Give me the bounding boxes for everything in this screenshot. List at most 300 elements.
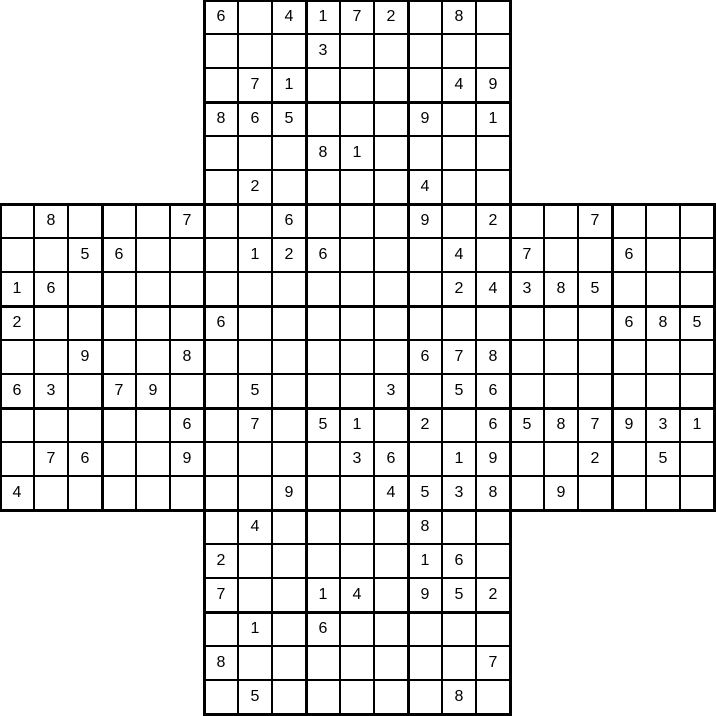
empty-cell[interactable]: [408, 680, 442, 714]
given-cell: 6: [170, 408, 204, 442]
empty-cell[interactable]: [68, 476, 102, 510]
empty-cell[interactable]: [340, 612, 374, 646]
empty-cell[interactable]: [136, 340, 170, 374]
empty-cell[interactable]: [0, 238, 34, 272]
empty-cell[interactable]: [442, 170, 476, 204]
given-cell: 8: [204, 646, 238, 680]
empty-cell[interactable]: [340, 272, 374, 306]
empty-cell[interactable]: [204, 136, 238, 170]
empty-cell[interactable]: [544, 306, 578, 340]
given-cell: 8: [408, 510, 442, 544]
given-cell: 1: [476, 102, 510, 136]
empty-cell[interactable]: [442, 136, 476, 170]
empty-cell[interactable]: [306, 510, 340, 544]
empty-cell[interactable]: [136, 476, 170, 510]
empty-cell[interactable]: [306, 442, 340, 476]
empty-cell[interactable]: [272, 306, 306, 340]
empty-cell[interactable]: [0, 442, 34, 476]
given-cell: 5: [442, 374, 476, 408]
given-cell: 8: [34, 204, 68, 238]
empty-cell[interactable]: [306, 68, 340, 102]
empty-cell[interactable]: [578, 306, 612, 340]
given-cell: 1: [680, 408, 714, 442]
empty-cell[interactable]: [34, 306, 68, 340]
empty-cell[interactable]: [340, 238, 374, 272]
empty-cell[interactable]: [238, 204, 272, 238]
empty-cell[interactable]: [374, 34, 408, 68]
empty-cell[interactable]: [238, 34, 272, 68]
empty-cell[interactable]: [306, 272, 340, 306]
empty-cell[interactable]: [136, 306, 170, 340]
empty-cell[interactable]: [374, 510, 408, 544]
empty-cell[interactable]: [510, 306, 544, 340]
empty-cell[interactable]: [340, 374, 374, 408]
given-cell: 2: [238, 170, 272, 204]
empty-cell[interactable]: [238, 646, 272, 680]
empty-cell[interactable]: [306, 170, 340, 204]
empty-cell[interactable]: [646, 272, 680, 306]
given-cell: 6: [306, 612, 340, 646]
empty-cell[interactable]: [442, 408, 476, 442]
block-divider: [203, 407, 512, 410]
given-cell: 6: [204, 0, 238, 34]
given-cell: 7: [238, 68, 272, 102]
empty-cell[interactable]: [34, 340, 68, 374]
empty-cell[interactable]: [374, 204, 408, 238]
given-cell: 7: [102, 374, 136, 408]
empty-cell[interactable]: [238, 306, 272, 340]
given-cell: 1: [0, 272, 34, 306]
given-cell: 8: [170, 340, 204, 374]
empty-cell[interactable]: [306, 102, 340, 136]
empty-cell[interactable]: [476, 170, 510, 204]
empty-cell[interactable]: [102, 204, 136, 238]
empty-cell[interactable]: [136, 204, 170, 238]
empty-cell[interactable]: [476, 136, 510, 170]
given-cell: 7: [34, 442, 68, 476]
empty-cell[interactable]: [272, 136, 306, 170]
empty-cell[interactable]: [204, 408, 238, 442]
empty-cell[interactable]: [442, 306, 476, 340]
empty-cell[interactable]: [136, 408, 170, 442]
given-cell: 4: [340, 578, 374, 612]
empty-cell[interactable]: [408, 306, 442, 340]
empty-cell[interactable]: [34, 238, 68, 272]
empty-cell[interactable]: [408, 646, 442, 680]
given-cell: 2: [476, 204, 510, 238]
block-divider: [203, 0, 206, 308]
given-cell: 9: [68, 340, 102, 374]
empty-cell[interactable]: [646, 204, 680, 238]
empty-cell[interactable]: [680, 374, 714, 408]
empty-cell[interactable]: [408, 238, 442, 272]
given-cell: 1: [306, 578, 340, 612]
given-cell: 2: [408, 408, 442, 442]
given-cell: 6: [68, 442, 102, 476]
empty-cell[interactable]: [340, 680, 374, 714]
empty-cell[interactable]: [204, 34, 238, 68]
given-cell: 9: [476, 68, 510, 102]
given-cell: 5: [646, 442, 680, 476]
given-cell: 6: [34, 272, 68, 306]
empty-cell[interactable]: [680, 442, 714, 476]
empty-cell[interactable]: [102, 408, 136, 442]
empty-cell[interactable]: [510, 442, 544, 476]
empty-cell[interactable]: [374, 306, 408, 340]
given-cell: 7: [578, 204, 612, 238]
empty-cell[interactable]: [204, 680, 238, 714]
given-cell: 8: [306, 136, 340, 170]
empty-cell[interactable]: [102, 272, 136, 306]
given-cell: 2: [374, 0, 408, 34]
empty-cell[interactable]: [510, 340, 544, 374]
empty-cell[interactable]: [680, 476, 714, 510]
given-cell: 6: [272, 204, 306, 238]
given-cell: 6: [476, 408, 510, 442]
given-cell: 3: [442, 476, 476, 510]
given-cell: 7: [170, 204, 204, 238]
given-cell: 9: [612, 408, 646, 442]
given-cell: 5: [306, 408, 340, 442]
given-cell: 8: [442, 680, 476, 714]
given-cell: 7: [238, 408, 272, 442]
empty-cell[interactable]: [578, 340, 612, 374]
given-cell: 6: [442, 544, 476, 578]
empty-cell[interactable]: [204, 340, 238, 374]
given-cell: 2: [476, 578, 510, 612]
empty-cell[interactable]: [102, 306, 136, 340]
empty-cell[interactable]: [612, 340, 646, 374]
given-cell: 5: [238, 374, 272, 408]
empty-cell[interactable]: [272, 34, 306, 68]
given-cell: 9: [272, 476, 306, 510]
empty-cell[interactable]: [272, 374, 306, 408]
block-divider: [305, 407, 308, 716]
given-cell: 9: [408, 204, 442, 238]
given-cell: 1: [340, 408, 374, 442]
empty-cell[interactable]: [408, 0, 442, 34]
empty-cell[interactable]: [408, 612, 442, 646]
empty-cell[interactable]: [306, 544, 340, 578]
empty-cell[interactable]: [34, 408, 68, 442]
empty-cell[interactable]: [408, 272, 442, 306]
given-cell: 5: [442, 578, 476, 612]
empty-cell[interactable]: [306, 204, 340, 238]
empty-cell[interactable]: [340, 34, 374, 68]
empty-cell[interactable]: [0, 204, 34, 238]
empty-cell[interactable]: [476, 680, 510, 714]
empty-cell[interactable]: [204, 612, 238, 646]
empty-cell[interactable]: [102, 476, 136, 510]
empty-cell[interactable]: [374, 680, 408, 714]
given-cell: 2: [272, 238, 306, 272]
empty-cell[interactable]: [340, 204, 374, 238]
given-cell: 7: [510, 238, 544, 272]
block-divider: [203, 509, 512, 512]
given-cell: 7: [204, 578, 238, 612]
empty-cell[interactable]: [204, 272, 238, 306]
empty-cell[interactable]: [476, 306, 510, 340]
empty-cell[interactable]: [442, 34, 476, 68]
given-cell: 1: [272, 68, 306, 102]
given-cell: 2: [0, 306, 34, 340]
empty-cell[interactable]: [442, 612, 476, 646]
empty-cell[interactable]: [170, 306, 204, 340]
empty-cell[interactable]: [646, 238, 680, 272]
given-cell: 8: [646, 306, 680, 340]
empty-cell[interactable]: [476, 510, 510, 544]
empty-cell[interactable]: [476, 544, 510, 578]
block-divider: [203, 203, 512, 206]
given-cell: 7: [442, 340, 476, 374]
empty-cell[interactable]: [272, 544, 306, 578]
empty-cell[interactable]: [510, 374, 544, 408]
empty-cell[interactable]: [408, 136, 442, 170]
empty-cell[interactable]: [340, 544, 374, 578]
given-cell: 9: [544, 476, 578, 510]
empty-cell[interactable]: [442, 102, 476, 136]
empty-cell[interactable]: [408, 374, 442, 408]
empty-cell[interactable]: [374, 578, 408, 612]
empty-cell[interactable]: [136, 238, 170, 272]
block-divider: [203, 407, 206, 716]
empty-cell[interactable]: [68, 408, 102, 442]
empty-cell[interactable]: [306, 646, 340, 680]
empty-cell[interactable]: [646, 340, 680, 374]
empty-cell[interactable]: [0, 408, 34, 442]
empty-cell[interactable]: [238, 476, 272, 510]
empty-cell[interactable]: [136, 442, 170, 476]
empty-cell[interactable]: [374, 612, 408, 646]
empty-cell[interactable]: [340, 510, 374, 544]
empty-cell[interactable]: [374, 170, 408, 204]
given-cell: 2: [204, 544, 238, 578]
empty-cell[interactable]: [272, 680, 306, 714]
empty-cell[interactable]: [102, 442, 136, 476]
given-cell: 4: [238, 510, 272, 544]
empty-cell[interactable]: [68, 272, 102, 306]
empty-cell[interactable]: [272, 170, 306, 204]
given-cell: 4: [442, 238, 476, 272]
block-divider: [203, 101, 512, 104]
empty-cell[interactable]: [476, 238, 510, 272]
block-divider: [203, 0, 512, 2]
empty-cell[interactable]: [204, 442, 238, 476]
given-cell: 6: [102, 238, 136, 272]
empty-cell[interactable]: [204, 68, 238, 102]
empty-cell[interactable]: [102, 340, 136, 374]
empty-cell[interactable]: [272, 340, 306, 374]
given-cell: 5: [272, 102, 306, 136]
empty-cell[interactable]: [306, 680, 340, 714]
empty-cell[interactable]: [272, 612, 306, 646]
empty-cell[interactable]: [170, 476, 204, 510]
empty-cell[interactable]: [578, 476, 612, 510]
given-cell: 4: [272, 0, 306, 34]
empty-cell[interactable]: [340, 646, 374, 680]
given-cell: 1: [238, 612, 272, 646]
given-cell: 6: [238, 102, 272, 136]
empty-cell[interactable]: [612, 374, 646, 408]
block-divider: [407, 407, 410, 716]
empty-cell[interactable]: [374, 102, 408, 136]
empty-cell[interactable]: [68, 204, 102, 238]
empty-cell[interactable]: [340, 68, 374, 102]
given-cell: 9: [408, 102, 442, 136]
empty-cell[interactable]: [238, 442, 272, 476]
empty-cell[interactable]: [646, 476, 680, 510]
block-divider: [203, 305, 512, 308]
empty-cell[interactable]: [306, 476, 340, 510]
given-cell: 5: [68, 238, 102, 272]
empty-cell[interactable]: [612, 476, 646, 510]
given-cell: 9: [170, 442, 204, 476]
block-divider: [101, 203, 104, 512]
given-cell: 6: [204, 306, 238, 340]
empty-cell[interactable]: [374, 238, 408, 272]
empty-cell[interactable]: [306, 306, 340, 340]
empty-cell[interactable]: [442, 510, 476, 544]
empty-cell[interactable]: [204, 238, 238, 272]
empty-cell[interactable]: [442, 204, 476, 238]
empty-cell[interactable]: [272, 646, 306, 680]
given-cell: 6: [0, 374, 34, 408]
empty-cell[interactable]: [408, 34, 442, 68]
empty-cell[interactable]: [476, 612, 510, 646]
given-cell: 9: [408, 578, 442, 612]
given-cell: 5: [680, 306, 714, 340]
empty-cell[interactable]: [306, 374, 340, 408]
empty-cell[interactable]: [680, 272, 714, 306]
given-cell: 6: [306, 238, 340, 272]
empty-cell[interactable]: [340, 306, 374, 340]
empty-cell[interactable]: [170, 374, 204, 408]
given-cell: 2: [442, 272, 476, 306]
empty-cell[interactable]: [238, 272, 272, 306]
block-divider: [203, 611, 512, 614]
empty-cell[interactable]: [510, 204, 544, 238]
empty-cell[interactable]: [68, 306, 102, 340]
empty-cell[interactable]: [204, 170, 238, 204]
block-divider: [611, 203, 614, 512]
block-divider: [305, 0, 308, 308]
empty-cell[interactable]: [612, 442, 646, 476]
empty-cell[interactable]: [306, 340, 340, 374]
empty-cell[interactable]: [340, 476, 374, 510]
empty-cell[interactable]: [204, 476, 238, 510]
given-cell: 8: [476, 476, 510, 510]
empty-cell[interactable]: [544, 374, 578, 408]
empty-cell[interactable]: [272, 272, 306, 306]
empty-cell[interactable]: [238, 340, 272, 374]
given-cell: 5: [510, 408, 544, 442]
empty-cell[interactable]: [374, 272, 408, 306]
given-cell: 1: [340, 136, 374, 170]
empty-cell[interactable]: [544, 340, 578, 374]
empty-cell[interactable]: [340, 170, 374, 204]
given-cell: 8: [544, 408, 578, 442]
given-cell: 3: [646, 408, 680, 442]
empty-cell[interactable]: [544, 238, 578, 272]
empty-cell[interactable]: [136, 272, 170, 306]
block-divider: [0, 203, 2, 512]
empty-cell[interactable]: [238, 136, 272, 170]
given-cell: 3: [340, 442, 374, 476]
given-cell: 1: [442, 442, 476, 476]
empty-cell[interactable]: [272, 578, 306, 612]
empty-cell[interactable]: [408, 68, 442, 102]
empty-cell[interactable]: [646, 374, 680, 408]
given-cell: 2: [578, 442, 612, 476]
empty-cell[interactable]: [238, 0, 272, 34]
empty-cell[interactable]: [476, 0, 510, 34]
empty-cell[interactable]: [34, 476, 68, 510]
empty-cell[interactable]: [68, 374, 102, 408]
given-cell: 4: [408, 170, 442, 204]
given-cell: 4: [0, 476, 34, 510]
empty-cell[interactable]: [272, 510, 306, 544]
given-cell: 1: [238, 238, 272, 272]
empty-cell[interactable]: [170, 272, 204, 306]
given-cell: 9: [136, 374, 170, 408]
empty-cell[interactable]: [442, 646, 476, 680]
empty-cell[interactable]: [170, 238, 204, 272]
empty-cell[interactable]: [204, 374, 238, 408]
empty-cell[interactable]: [374, 646, 408, 680]
empty-cell[interactable]: [374, 68, 408, 102]
empty-cell[interactable]: [544, 204, 578, 238]
empty-cell[interactable]: [544, 442, 578, 476]
empty-cell[interactable]: [374, 544, 408, 578]
given-cell: 8: [544, 272, 578, 306]
empty-cell[interactable]: [680, 238, 714, 272]
empty-cell[interactable]: [340, 340, 374, 374]
empty-cell[interactable]: [204, 510, 238, 544]
empty-cell[interactable]: [680, 204, 714, 238]
empty-cell[interactable]: [374, 408, 408, 442]
empty-cell[interactable]: [612, 204, 646, 238]
empty-cell[interactable]: [238, 578, 272, 612]
empty-cell[interactable]: [272, 442, 306, 476]
given-cell: 1: [306, 0, 340, 34]
empty-cell[interactable]: [0, 340, 34, 374]
empty-cell[interactable]: [612, 272, 646, 306]
given-cell: 5: [238, 680, 272, 714]
block-divider: [509, 0, 512, 308]
empty-cell[interactable]: [374, 340, 408, 374]
given-cell: 4: [442, 68, 476, 102]
empty-cell[interactable]: [578, 238, 612, 272]
given-cell: 6: [612, 306, 646, 340]
given-cell: 6: [408, 340, 442, 374]
empty-cell[interactable]: [238, 544, 272, 578]
empty-cell[interactable]: [204, 204, 238, 238]
empty-cell[interactable]: [340, 102, 374, 136]
empty-cell[interactable]: [272, 408, 306, 442]
block-divider: [509, 407, 512, 716]
empty-cell[interactable]: [510, 476, 544, 510]
empty-cell[interactable]: [578, 374, 612, 408]
empty-cell[interactable]: [408, 442, 442, 476]
given-cell: 7: [476, 646, 510, 680]
given-cell: 3: [374, 374, 408, 408]
empty-cell[interactable]: [476, 34, 510, 68]
empty-cell[interactable]: [680, 340, 714, 374]
given-cell: 8: [204, 102, 238, 136]
empty-cell[interactable]: [374, 136, 408, 170]
given-cell: 3: [306, 34, 340, 68]
given-cell: 6: [374, 442, 408, 476]
